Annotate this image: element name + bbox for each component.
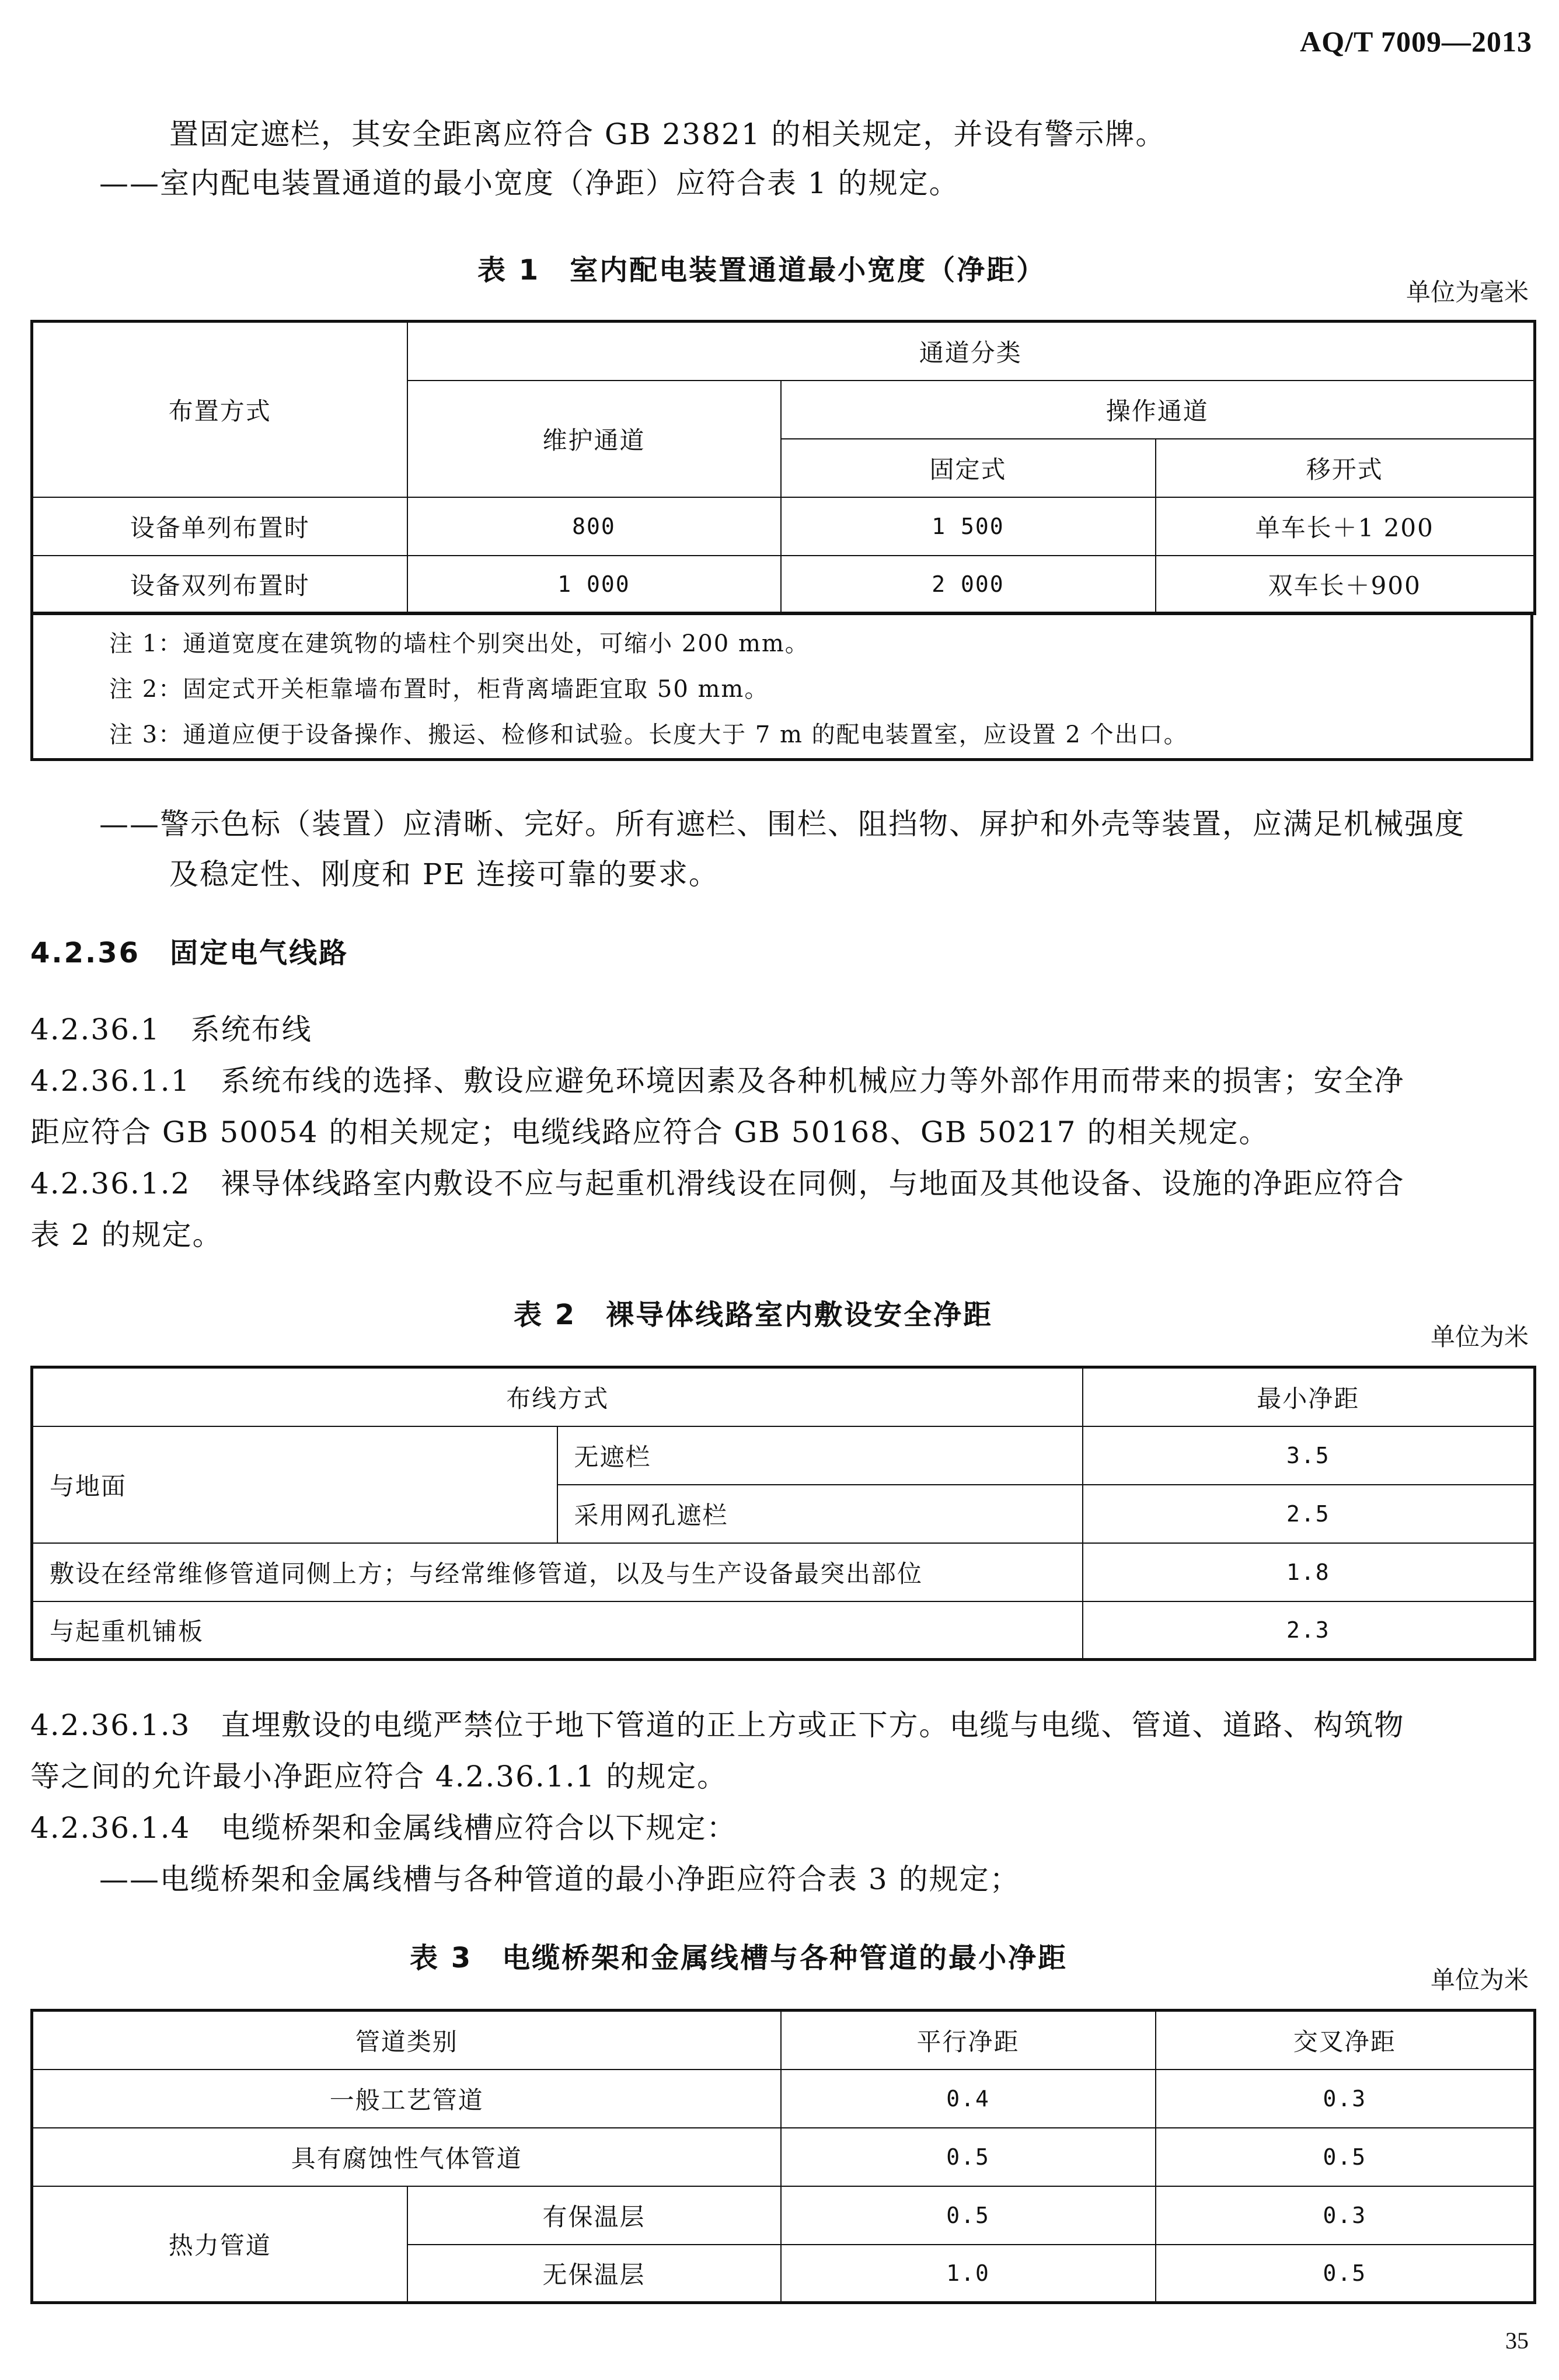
table3-cell: 具有腐蚀性气体管道 <box>32 2128 781 2186</box>
table1-row-label: 设备单列布置时 <box>32 497 407 556</box>
table3-header-type: 管道类别 <box>32 2011 781 2070</box>
table1-header-layout: 布置方式 <box>32 322 407 497</box>
table2-header-method: 布线方式 <box>32 1367 1083 1426</box>
table1-cell: 单车长＋1 200 <box>1156 497 1535 556</box>
table3-cell: 0.5 <box>1156 2245 1535 2303</box>
table1 <box>30 320 1536 615</box>
table-row <box>32 1601 1535 1660</box>
section-4-2-36-1: 4.2.36.1 系统布线 <box>30 1013 312 1046</box>
table3-cell: 0.3 <box>1156 2186 1535 2245</box>
paragraph: ——室内配电装置通道的最小宽度（净距）应符合表 1 的规定。 <box>99 166 960 200</box>
section-heading: 4.2.36 固定电气线路 <box>30 937 349 969</box>
table1-title: 表 1 室内配电装置通道最小宽度（净距） <box>477 254 1047 287</box>
paragraph: 置固定遮栏，其安全距离应符合 GB 23821 的相关规定，并设有警示牌。 <box>169 117 1166 151</box>
table2-cell: 2.3 <box>1083 1601 1535 1660</box>
table2-cell: 采用网孔遮栏 <box>557 1485 1083 1543</box>
table-row <box>32 2128 1535 2186</box>
page-number: 35 <box>1505 2327 1529 2354</box>
table1-header-oper: 操作通道 <box>781 381 1535 439</box>
table3-cell: 有保温层 <box>407 2186 781 2245</box>
paragraph: ——警示色标（装置）应清晰、完好。所有遮栏、围栏、阻挡物、屏护和外壳等装置，应满足机械强度 <box>99 807 1465 841</box>
table1-header-fixed: 固定式 <box>781 439 1156 497</box>
table3-cell: 无保温层 <box>407 2245 781 2303</box>
paragraph: 及稳定性、刚度和 PE 连接可靠的要求。 <box>169 857 719 891</box>
table2-cell: 无遮栏 <box>557 1426 1083 1485</box>
paragraph: 4.2.36.1.4 电缆桥架和金属线槽应符合以下规定： <box>30 1811 737 1845</box>
table3-title: 表 3 电缆桥架和金属线槽与各种管道的最小净距 <box>410 1942 1068 1974</box>
table1-header-movable: 移开式 <box>1156 439 1535 497</box>
table2-unit: 单位为米 <box>1430 1322 1529 1351</box>
table3-header-parallel: 平行净距 <box>781 2011 1156 2070</box>
table-row <box>32 1543 1535 1601</box>
table3-cell: 0.3 <box>1156 2070 1535 2128</box>
table3-cell: 1.0 <box>781 2245 1156 2303</box>
table1-cell: 800 <box>407 497 781 556</box>
table-row <box>32 497 1535 556</box>
table2-cell: 与起重机铺板 <box>32 1601 1083 1660</box>
table2-ground: 与地面 <box>32 1426 557 1543</box>
table1-header-maint: 维护通道 <box>407 381 781 497</box>
table2-title: 表 2 裸导体线路室内敷设安全净距 <box>514 1299 993 1331</box>
table2-cell: 3.5 <box>1083 1426 1535 1485</box>
table3-cell: 一般工艺管道 <box>32 2070 781 2128</box>
paragraph: ——电缆桥架和金属线槽与各种管道的最小净距应符合表 3 的规定； <box>99 1862 1020 1896</box>
section-4-2-36 <box>30 930 348 971</box>
table1-unit: 单位为毫米 <box>1405 278 1529 306</box>
table1-row-label: 设备双列布置时 <box>32 556 407 614</box>
doc-code-header: AQ/T 7009—2013 <box>1300 25 1532 58</box>
table1-cell: 1 500 <box>781 497 1156 556</box>
paragraph: 4.2.36.1.2 裸导体线路室内敷设不应与起重机滑线设在同侧，与地面及其他设备、设施的净距应符合 <box>30 1167 1405 1201</box>
table-row <box>32 2070 1535 2128</box>
table2-cell: 1.8 <box>1083 1543 1535 1601</box>
table-row <box>32 556 1535 614</box>
table3-thermal: 热力管道 <box>32 2186 407 2303</box>
paragraph: 距应符合 GB 50054 的相关规定；电缆线路应符合 GB 50168、GB 50217 的相关规定。 <box>30 1115 1269 1149</box>
table-row <box>32 1426 1535 1485</box>
paragraph: 等之间的允许最小净距应符合 4.2.36.1.1 的规定。 <box>30 1760 728 1793</box>
table3-cell: 0.5 <box>1156 2128 1535 2186</box>
table1-notes <box>30 612 1533 761</box>
table3-cell: 0.5 <box>781 2128 1156 2186</box>
table2 <box>30 1366 1536 1661</box>
table3 <box>30 2009 1536 2304</box>
table2-header-min: 最小净距 <box>1083 1367 1535 1426</box>
table3-unit: 单位为米 <box>1430 1966 1529 1994</box>
paragraph: 表 2 的规定。 <box>30 1218 223 1252</box>
table3-header-cross: 交叉净距 <box>1156 2011 1535 2070</box>
paragraph: 4.2.36.1.3 直埋敷设的电缆严禁位于地下管道的正上方或正下方。电缆与电缆、管道、道路、构筑物 <box>30 1708 1405 1742</box>
table3-cell: 0.4 <box>781 2070 1156 2128</box>
table1-note: 注 2：固定式开关柜靠墙布置时，柜背离墙距宜取 50 mm。 <box>109 676 769 703</box>
table2-cell: 敷设在经常维修管道同侧上方；与经常维修管道，以及与生产设备最突出部位 <box>32 1543 1083 1601</box>
table1-note: 注 1：通道宽度在建筑物的墙柱个别突出处，可缩小 200 mm。 <box>109 630 810 657</box>
table1-cell: 2 000 <box>781 556 1156 614</box>
table1-header-class: 通道分类 <box>407 322 1535 381</box>
table3-cell: 0.5 <box>781 2186 1156 2245</box>
table1-cell: 双车长＋900 <box>1156 556 1535 614</box>
table1-note: 注 3：通道应便于设备操作、搬运、检修和试验。长度大于 7 m 的配电装置室，应设置 2 个出口。 <box>109 721 1188 748</box>
table2-cell: 2.5 <box>1083 1485 1535 1543</box>
table1-cell: 1 000 <box>407 556 781 614</box>
paragraph: 4.2.36.1.1 系统布线的选择、敷设应避免环境因素及各种机械应力等外部作用而带来的损害；安全净 <box>30 1064 1405 1098</box>
table-row <box>32 2186 1535 2245</box>
